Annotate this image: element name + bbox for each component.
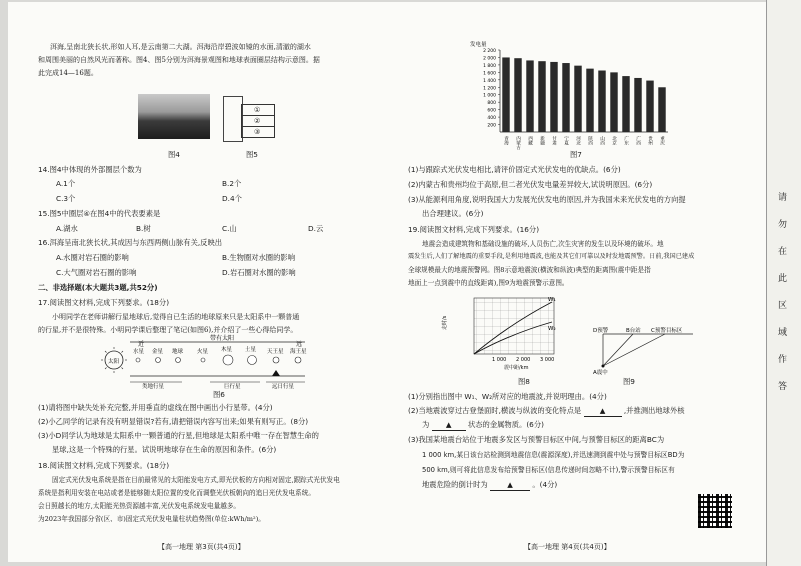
y-tick-label: 600 [487,108,496,114]
margin-char-4: 此 [778,274,788,284]
margin-char-2: 勿 [778,220,788,230]
y-tick-label: 800 [487,101,496,107]
footer-left: 【高一地理 第3页(共4页)】 [158,543,245,551]
q19-part-3e: 。(4分) [532,480,558,489]
x-category-label: 河北 [575,136,581,146]
fig6-group-terrestrial: 类地行星 [142,384,165,390]
planet-row [136,355,301,376]
q16-option-c: C.大气圈对岩石圈的影响 [56,268,137,277]
q17-part-3b: 星球,这是一个特殊的行星。试说明地球存在生命的原因和条件。(6分) [52,445,277,454]
x-category-label: 陕西 [587,136,593,146]
x-category-label: 新疆 [539,136,545,146]
q15-option-a: A.湖水 [56,224,78,233]
bar-广东 [622,76,629,132]
seismic-wave-graph [442,294,570,374]
answer-blank-1[interactable] [584,406,622,417]
fig7-caption: 图7 [570,150,582,159]
q19-part-2b: ,并推测出地球外核 [623,406,685,415]
fig9-caption: 图9 [623,377,635,386]
q18-material-1: 固定式光伏发电系统是指在目前最常见的太阳能发电方式,即光伏板的方向相对固定,跟踪式光伏发电 [52,476,340,484]
fig8-caption: 图8 [518,377,530,386]
layer-diagram [223,96,283,142]
fig9-label-c: C预警目标区 [651,328,683,334]
planet-label-neptune: 海王星 [290,349,307,355]
fig9-label-a: A震中 [593,370,608,376]
x-category-label: 甘肃 [551,136,557,146]
x-category-label: 北京 [611,136,617,146]
question-17: 17.阅读图文材料,完成下列要求。(18分) [38,298,170,307]
bar-陕西 [586,69,593,132]
x-category-label: 青海 [503,136,509,146]
q18-part-3b: 出合理建议。(6分) [422,209,484,218]
x-category-label: 广东 [623,136,629,146]
q15-option-b: B.树 [136,224,151,233]
bar-河北 [574,66,581,132]
x-category-label: 山西 [599,136,605,146]
fig6-sun-label: 太阳 [108,359,120,365]
y-tick-label: 1 800 [483,63,496,69]
q15-option-c: C.山 [222,224,237,233]
q14-option-c: C.3个 [56,194,76,203]
fig8-xlabel: 震中距/km [504,365,529,371]
y-tick-label: 2 000 [483,56,496,62]
chart-y-label: 发电量 [470,42,487,48]
q19-material-3: 全球规模最大的地震预警网。图8示意地震波(横波和纵波)典型的距离图(震中距是指 [408,266,651,274]
fig5-caption: 图5 [246,150,258,159]
q19-part-1: (1)分别指出图中 W₁、W₂所对应的地震波,并说明理由。(4分) [408,392,607,401]
bar-青海 [502,57,509,132]
y-tick-label: 1 200 [483,86,496,92]
binding-margin [766,0,801,566]
earthquake-warning-diagram [593,324,703,374]
q19-part-3b: 1 000 km,某日该台站检测到地震信息(震源深度),并迅速测到震中处与预警目标区BD为 [422,451,685,459]
q15-option-d: D.云 [308,224,324,233]
planet-label-uranus: 天王星 [267,349,284,355]
bar-新疆 [538,61,545,132]
fig8-tick-3000: 3 000 [540,357,555,363]
planet-label-jupiter: 木星 [221,347,233,353]
q19-part-2-line [408,406,685,417]
intro-line-1: 洱海,呈南北狭长状,形如人耳,是云南第二大湖。洱海沿岸碧波如镜的水面,清澈的湖水 [50,43,311,51]
blank-mark-1: ▲ [599,406,606,415]
fig6-group-far: 远日行星 [272,384,295,390]
planet-label-saturn: 土星 [245,347,257,353]
x-category-label: 内蒙古 [515,136,521,150]
y-tick-label: 400 [487,116,496,122]
planet-label-earth: 地球 [172,349,184,355]
layer-label-1: ① [254,106,261,114]
bar-贵州 [646,81,653,132]
solar-system-diagram [100,336,330,388]
margin-char-6: 域 [778,328,788,338]
question-16: 16.洱海呈南北狭长状,其成因与东西两侧山脉有关,反映出 [38,238,223,247]
q18-part-2: (2)内蒙古和贵州均位于高原,但二者光伏发电量差异较大,试说明原因。(6分) [408,180,653,189]
q19-part-3d: 地震危险的倒计时为 [422,480,488,489]
planet-label-venus: 金星 [152,349,164,355]
blank-mark-3: ▲ [507,480,513,489]
q18-material-2: 系统是指利用安装在电站或者是能够随太阳位置的变化而调整光伏板朝向的追日光伏发电系统。 [38,489,315,497]
q16-option-d: D.岩石圈对水圈的影响 [222,268,296,277]
bar-宁夏 [562,63,569,132]
exam-sheet [8,2,766,562]
x-category-label: 广西 [635,136,641,146]
wave-label-w1: W₁ [548,297,556,303]
q19-part-2-line2 [422,420,544,431]
q19-part-3c: 500 km,则可将此信息发布给预警目标区(信息传递时间忽略不计),警示预警目标区有 [422,466,675,474]
footer-right: 【高一地理 第4页(共4页)】 [524,543,611,551]
y-tick-label: 1 600 [483,71,496,77]
bar-甘肃 [550,62,557,132]
question-19: 19.阅读图文材料,完成下列要求。(16分) [408,225,540,234]
q19-part-2a: (2)当地震波穿过古登堡面时,横波与纵波的变化特点是 [408,406,582,415]
fig4-caption: 图4 [168,150,180,159]
section-2-heading: 二、非选择题(本大题共3题,共52分) [38,283,158,292]
fig6-near-label: 近 [138,341,145,348]
bar-广西 [634,78,641,132]
margin-char-8: 答 [778,382,788,392]
answer-blank-3[interactable] [490,480,530,491]
fig8-tick-2000: 2 000 [516,357,531,363]
q17-material-1: 小明同学在老师讲解行星地球后,觉得自已生活的地球原来只是太阳系中一颗普通 [52,313,300,321]
question-18: 18.阅读图文材料,完成下列要求。(18分) [38,461,170,470]
q16-option-b: B.生物圈对水圈的影响 [222,253,295,262]
x-category-label: 西藏 [527,136,533,146]
x-category-label: 宁夏 [563,136,569,146]
planet-label-mars: 火星 [197,349,209,355]
blank-mark-2: ▲ [445,420,452,429]
margin-char-3: 在 [778,247,788,257]
margin-char-5: 区 [778,301,788,311]
y-tick-label: 1 400 [483,78,496,84]
q14-option-b: B.2个 [222,179,242,188]
qr-code [698,494,732,528]
bar-山西 [598,71,605,133]
q17-part-3a: (3)小D同学认为地球是太阳系中一颗普通的行星,但地球是太阳系中唯一存在智慧生命的 [38,431,319,440]
q19-material-1: 地震会造成建筑物和基础设施的破坏,人员伤亡,次生灾害的发生以及环境的破坏。地 [422,240,664,248]
y-tick-label: 1 000 [483,93,496,99]
y-tick-label: 2 200 [483,49,496,54]
erhai-photo [138,94,210,139]
q18-material-4: 为2023年我国部分省(区、市)固定式光伏发电量柱状趋势图(单位:kWh/m²)。 [38,515,265,523]
wave-label-w2: W₂ [548,326,556,332]
q17-part-1: (1)请将图中缺失处补充完整,并用垂直的虚线在图中画出小行星带。(4分) [38,403,273,412]
bar-内蒙古 [514,58,521,132]
x-category-label: 重庆 [659,136,665,146]
q18-part-3a: (3)从能源利用角度,说明我国大力发展光伏发电的原因,并为我国未来光伏发电的方向提 [408,195,686,204]
x-category-label: 贵州 [647,136,653,146]
q19-part-2d: 状态的金属物质。(6分) [467,420,544,429]
fig6-far-label: 远 [296,341,303,348]
fig6-caption: 图6 [213,390,225,399]
margin-char-1: 请 [778,193,788,203]
q14-option-d: D.4个 [222,194,242,203]
q19-part-3a: (3)我国某地震台站位于地震多发区与预警目标区中间,与预警目标区的距离BC为 [408,435,665,444]
y-tick-label: 200 [487,123,496,129]
q14-option-a: A.1个 [56,179,76,188]
fig6-mid-label: 带有太阳 [210,335,235,342]
fig6-group-giant: 巨行星 [224,384,241,390]
bar-西藏 [526,60,533,132]
fig8-ylabel: 走时/s [442,315,448,330]
answer-blank-2[interactable] [432,420,466,431]
planet-label-mercury: 水星 [133,349,145,355]
fig8-tick-1000: 1 000 [492,357,507,363]
layer-label-2: ② [254,117,261,125]
q18-material-3: 会日照越长的地方,太阳能光热资源越丰富,光伏发电系统发电量越多。 [38,502,241,510]
q16-option-a: A.水圈对岩石圈的影响 [56,253,129,262]
intro-line-3: 此完成14—16题。 [38,69,98,77]
fig9-label-d: D预警 [593,328,609,334]
bar-重庆 [658,87,665,132]
intro-line-2: 和周围美丽的自然风光而著称。图4、图5分别为洱海景观图和地球表面圈层结构示意图。据 [38,56,320,64]
layer-label-3: ③ [254,128,261,136]
q19-part-2c: 为 [422,420,430,429]
q19-material-4: 地面上一点到震中的直线距离),图9为地震预警示意图。 [408,279,569,287]
fig9-label-b: B台站 [626,328,641,334]
q18-part-1: (1)与跟踪式光伏发电相比,请评价固定式光伏发电的优缺点。(6分) [408,165,621,174]
question-14: 14.图4中体现的外部圈层个数为 [38,165,142,174]
q19-part-3-line4 [422,480,557,491]
q17-material-2: 的行星,并不是很特殊。小明同学课后整理了笔记(如图6),并介绍了一些心得给同学。 [38,326,298,334]
power-generation-chart [470,40,670,152]
q19-material-2: 震发生后,人们了解地震的重要手段,是利用地震波,也能及其它们可靠以及时发地震预警。日前,我国已建成 [408,253,695,260]
margin-char-7: 作 [778,355,788,365]
q17-part-2: (2)小乙同学的记录有没有明显错误?若有,请把错误内容写出来;如果有则写正。(8分) [38,417,309,426]
question-15: 15.图5中圈层④在图4中的代表要素是 [38,209,161,218]
bar-北京 [610,72,617,132]
